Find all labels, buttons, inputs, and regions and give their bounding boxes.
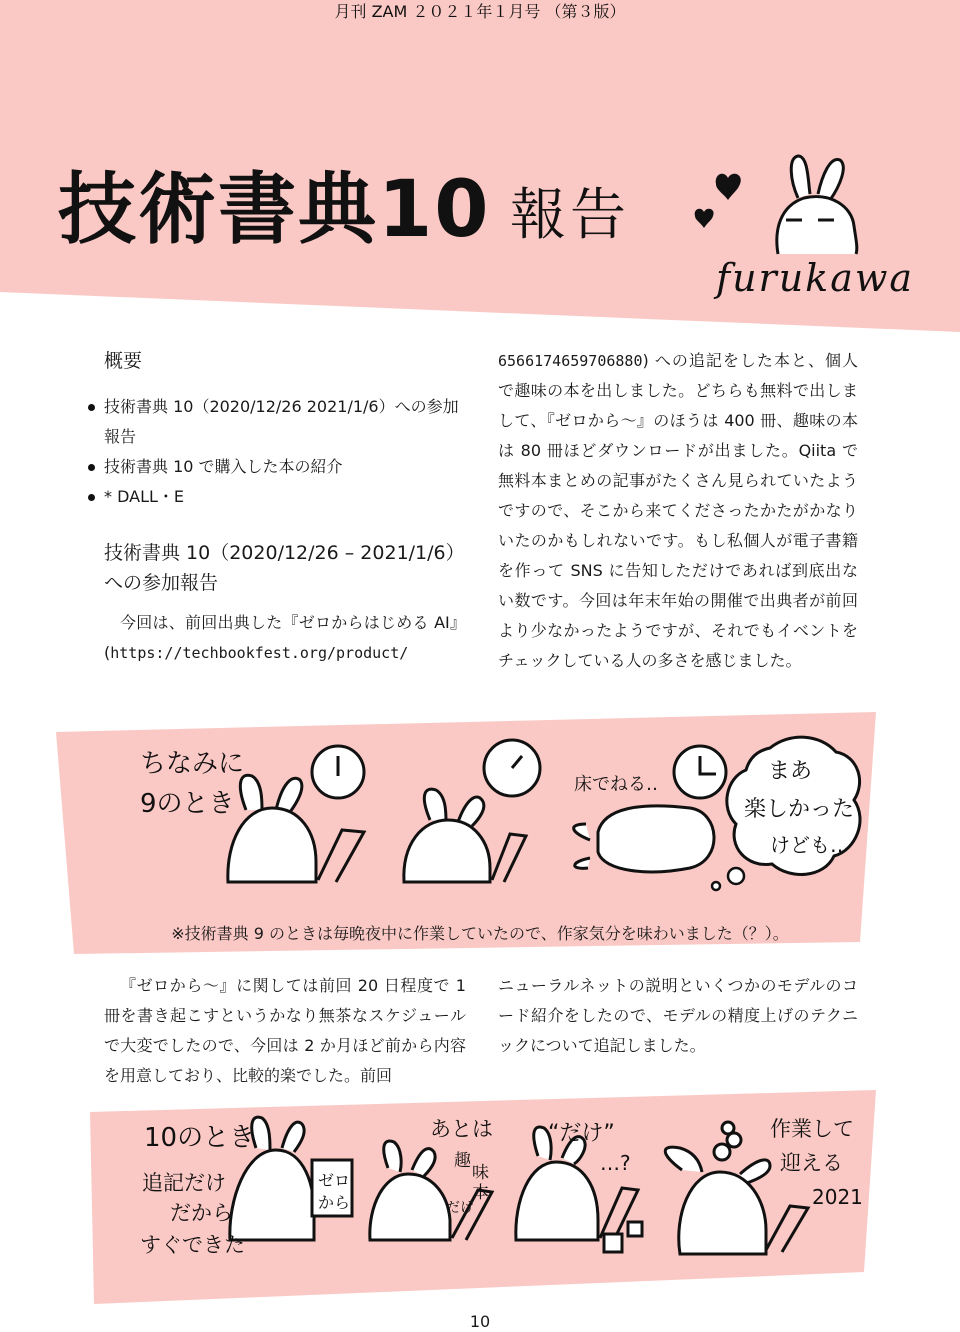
list-item: * DALL・E: [54, 482, 466, 512]
body-paragraph: 6566174659706880) への追記をした本と、個人で趣味の本を出しました。どちらも無料で出しまして、『ゼロから～』のほうは 400 冊、趣味の本は 80 冊ほどダウンロードが出ました。Qiita で無料本まとめの記事がたくさん見られていたようですので、そこから来てくださったかたがかなりいたのかもしれないです。もし私個人が電子書籍を作って SNS に告知しただけであれば到底出ない数です。今回は年末年始の開催で出典者が前回より少なかったようですが、それでもイベントをチェックしている人の多さを感じました。: [498, 351, 858, 670]
comic-text: 10のとき: [144, 1123, 256, 1153]
comic-text: まあ: [768, 759, 813, 784]
heart-icon: [688, 170, 748, 250]
right-column-lower: [498, 971, 858, 1061]
left-column: [104, 346, 466, 668]
sign-text: から: [318, 1193, 351, 1212]
product-url: https://techbookfest.org/product/: [110, 644, 409, 662]
comic-text: 追記だけ: [142, 1171, 226, 1195]
product-id: 6566174659706880: [498, 352, 643, 370]
comic-text: …?: [600, 1151, 631, 1175]
comic-text: 迎える: [780, 1151, 843, 1175]
body-paragraph: 『ゼロから～』に関しては前回 20 日程度で 1 冊を書き起こすというかなり無茶なスケジュールで大変でしたので、今回は 2 か月ほど前から内容を用意しており、比較的楽でした。前回: [104, 976, 466, 1085]
bunny-icon: [760, 150, 870, 260]
comic-text: 2021: [812, 1185, 863, 1209]
left-column-lower: [104, 971, 466, 1091]
comic-text: けども‥: [770, 833, 844, 857]
comic-text: 楽しかった: [744, 797, 855, 822]
overview-list: [104, 392, 466, 512]
section-title: 技術書典 10（2020/12/26 – 2021/1/6）への参加報告: [104, 542, 465, 594]
comic-text: すぐできた: [140, 1233, 245, 1257]
comic-text: 作業して: [770, 1117, 854, 1141]
comic-text: 味: [472, 1163, 489, 1183]
comic-panel-1: [0, 712, 960, 957]
body-paragraph: ニューラルネットの説明といくつかのモデルのコード紹介をしたので、モデルの精度上げのテクニックについて追記しました。: [498, 976, 858, 1055]
overview-heading: 概要: [104, 350, 143, 372]
comic-caption: ※技術書典 9 のときは毎晩夜中に作業していたので、作家気分を味わいました（？）。: [171, 924, 789, 943]
comic-text: 床でねる‥: [574, 774, 659, 795]
page-title-suffix: 報告: [510, 183, 630, 248]
issue-line: 月刊 ZAM ２０２１年１月号 （第３版）: [334, 2, 626, 21]
page-title: 技術書典10: [58, 165, 491, 255]
sign-text: ゼロ: [318, 1171, 351, 1190]
page-number: 10: [469, 1312, 491, 1331]
comic-text: “だけ”: [548, 1121, 615, 1146]
comic-text: だから: [170, 1201, 233, 1225]
author-name: furukawa: [716, 256, 915, 300]
list-item: 技術書典 10（2020/12/26 2021/1/6）への参加報告: [54, 392, 466, 452]
comic-panel-2: [0, 1090, 960, 1306]
comic-text: 本: [472, 1183, 489, 1203]
comic-text: ちなみに: [140, 749, 245, 779]
comic-text: 9のとき: [140, 789, 235, 819]
comic-text: あとは: [430, 1117, 493, 1141]
list-item: 技術書典 10 で購入した本の紹介: [54, 452, 466, 482]
body-paragraph: 今回は、前回出典した『ゼロからはじめる AI』(https://techbookfest.org/product/: [104, 613, 466, 662]
right-column: [498, 346, 858, 676]
comic-text: 趣: [454, 1151, 471, 1171]
comic-text: だけ: [446, 1200, 474, 1216]
